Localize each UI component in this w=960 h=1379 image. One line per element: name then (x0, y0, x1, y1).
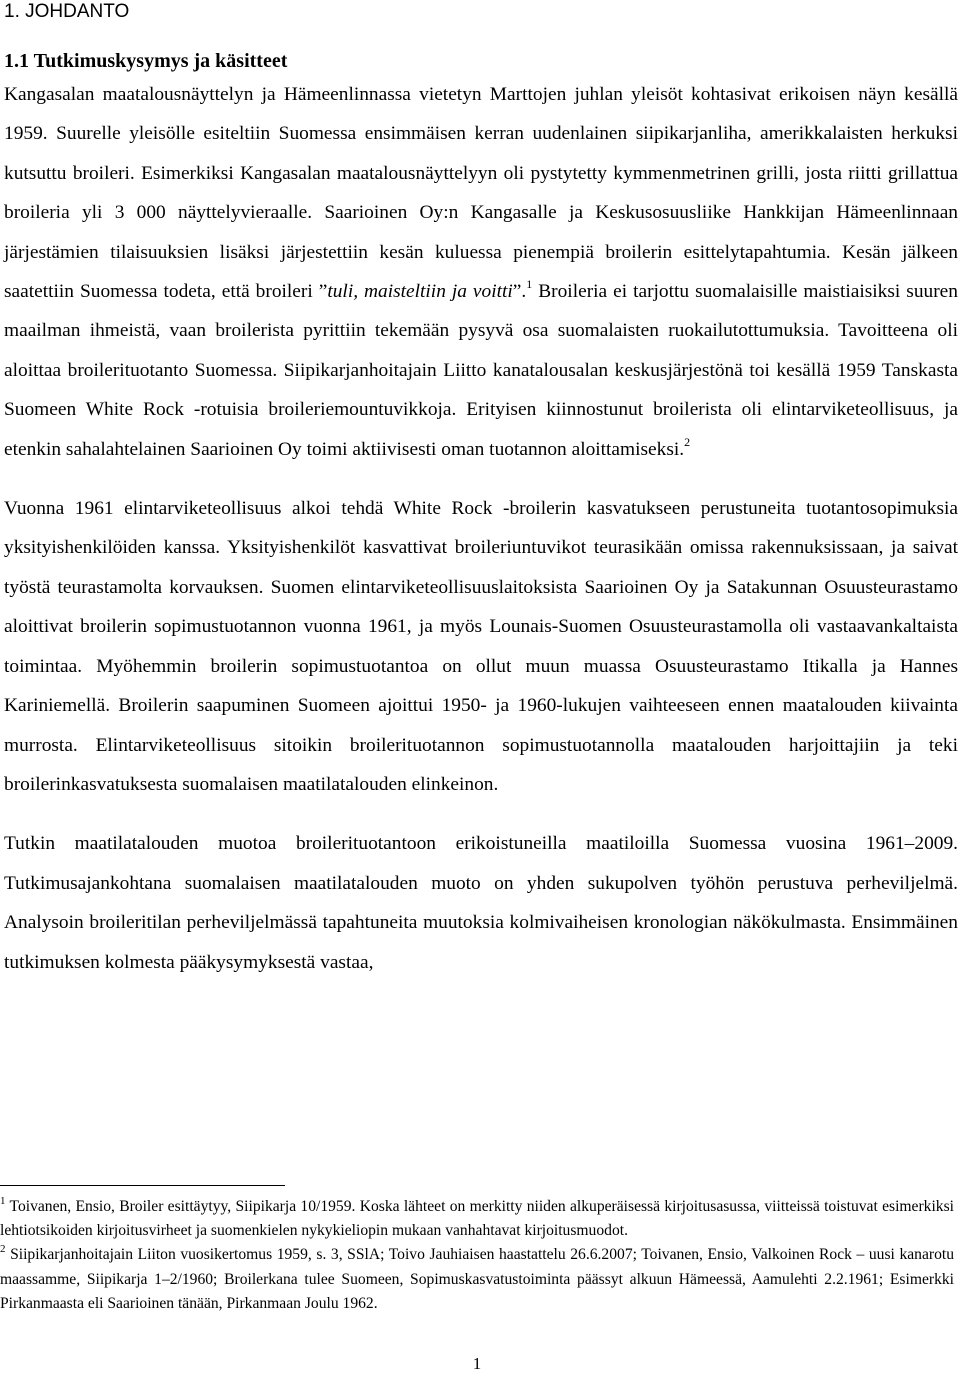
footnote-2 (0, 1243, 954, 1316)
paragraph-intro-text-2: ”. (512, 281, 527, 303)
footnote-text-1: Toivanen, Ensio, Broiler esittäytyy, Siipikarja 10/1959. Koska lähteet on merkitty niiden alkuperäisessä kirjoitusasussa, viitteissä toistuvat esimerkiksi lehtiotsikoiden kirjoitusvirheet ja suomenkielen nykykieliopin mukaan vanhahtavat kirjoitusmuodot. (0, 1198, 954, 1240)
page-number: 1 (472, 1354, 482, 1373)
quote-text: tuli, maisteltiin ja voitti (327, 281, 513, 303)
chapter-heading: 1. JOHDANTO (4, 1, 130, 22)
footnotes (0, 1195, 954, 1316)
footnote-mark-2: 2 (0, 1243, 6, 1256)
paragraph-research-scope: Tutkin maatilatalouden muotoa broilerituotantoon erikoistuneilla maatiloilla Suomessa vuosina 1961–2009. Tutkimusajankohtana suomalaisen maatilatalouden muoto on yhden sukupolven työhön perustuva perheviljelmä. Analysoin broileritilan perheviljelmässä tapahtuneita muutoksia kolmivaiheisen kronologian näkökulmasta. Ensimmäinen tutkimuksen kolmesta pääkysymyksestä vastaa, (4, 833, 958, 973)
footnote-ref-2[interactable]: 2 (684, 434, 691, 449)
document-page (4, 0, 958, 982)
footnote-1 (0, 1195, 954, 1243)
paragraph-contract-production: Vuonna 1961 elintarviketeollisuus alkoi tehdä White Rock -broilerin kasvatukseen perustuneita tuotantosopimuksia yksityishenkilöiden kanssa. Yksityishenkilöt kasvattivat broileriuntuvikot teurasikään omissa rakennuksissaan, ja saivat työstä teurastamolta korvauksen. Suomen elintarviketeollisuuslaitoksista Saarioinen Oy ja Satakunnan Osuusteurastamo aloittivat broilerin sopimustuotannon vuonna 1961, ja myös Lounais-Suomen Osuusteurastamolla oli vastaavankaltaista toimintaa. Myöhemmin broilerin sopimustuotantoa on ollut muun muassa Osuusteurastamo Itikalla ja Hannes Kariniemellä. Broilerin saapuminen Suomeen ajoittui 1950- ja 1960-lukujen vaihteeseen ennen maatalouden kiivainta murrosta. Elintarviketeollisuus sitoikin broilerituotannon sopimustuotannolla maatalouden harjoittajiin ja teki broilerinkasvatuksesta suomalaisen maatilatalouden elinkeinon. (4, 498, 958, 795)
paragraph-intro (4, 75, 958, 469)
paragraph-intro-text-1: Kangasalan maatalousnäyttelyn ja Hämeenlinnassa vietetyn Marttojen juhlan yleisöt kohtasivat erikoisen näyn kesällä 1959. Suurelle yleisölle esiteltiin Suomessa ensimmäisen kerran uudenlainen siipikarjanliha, amerikkalaisten herkuksi kutsuttu broileri. Esimerkiksi Kangasalan maatalousnäyttelyyn oli pystytetty kymmenmetrinen grilli, josta riitti grillattua broileria yli 3 000 näyttelyvieraalle. Saarioinen Oy:n Kangasalle ja Keskusosuusliike Hankkijan Hämeenlinnaan järjestämien tilaisuuksien lisäksi järjestettiin kesän kuluessa pienempiä broilerin esittelytapahtumia. Kesän jälkeen saatettiin Suomessa todeta, että broileri ” (4, 84, 958, 303)
footnote-text-2: Siipikarjanhoitajain Liiton vuosikertomus 1959, s. 3, SSlA; Toivo Jauhiaisen haastattelu 26.6.2007; Toivanen, Ensio, Valkoinen Rock – uusi kanarotu maassamme, Siipikarja 1–2/1960; Broilerkana tulee Suomeen, Sopimuskasvatustoiminta päässyt alkuun Hämeessä, Aamulehti 2.2.1961; Esimerkki Pirkanmaasta eli Saarioinen tänään, Pirkanmaan Joulu 1962. (0, 1246, 954, 1312)
footnote-separator (0, 1185, 285, 1186)
footnote-mark-1: 1 (0, 1195, 6, 1207)
footnote-ref-1[interactable]: 1 (526, 277, 533, 292)
paragraph-intro-text-3: Broileria ei tarjottu suomalaisille maistiaisiksi suuren maailman ihmeistä, vaan broilerista pyrittiin tekemään pysyvä osa suomalaisten ruokailutottumuksia. Tavoitteena oli aloittaa broilerituotanto Suomessa. Siipikarjanhoitajain Liitto kanatalousalan keskusjärjestönä toi kesällä 1959 Tanskasta Suomeen White Rock -rotuisia broileriemountuvikkoja. Erityisen kiinnostunut broilerista oli elintarviketeollisuus, ja etenkin sahalahtelainen Saarioinen Oy toimi aktiivisesti oman tuotannon aloittamiseksi. (4, 281, 958, 460)
section-heading: 1.1 Tutkimuskysymys ja käsitteet (4, 50, 288, 72)
